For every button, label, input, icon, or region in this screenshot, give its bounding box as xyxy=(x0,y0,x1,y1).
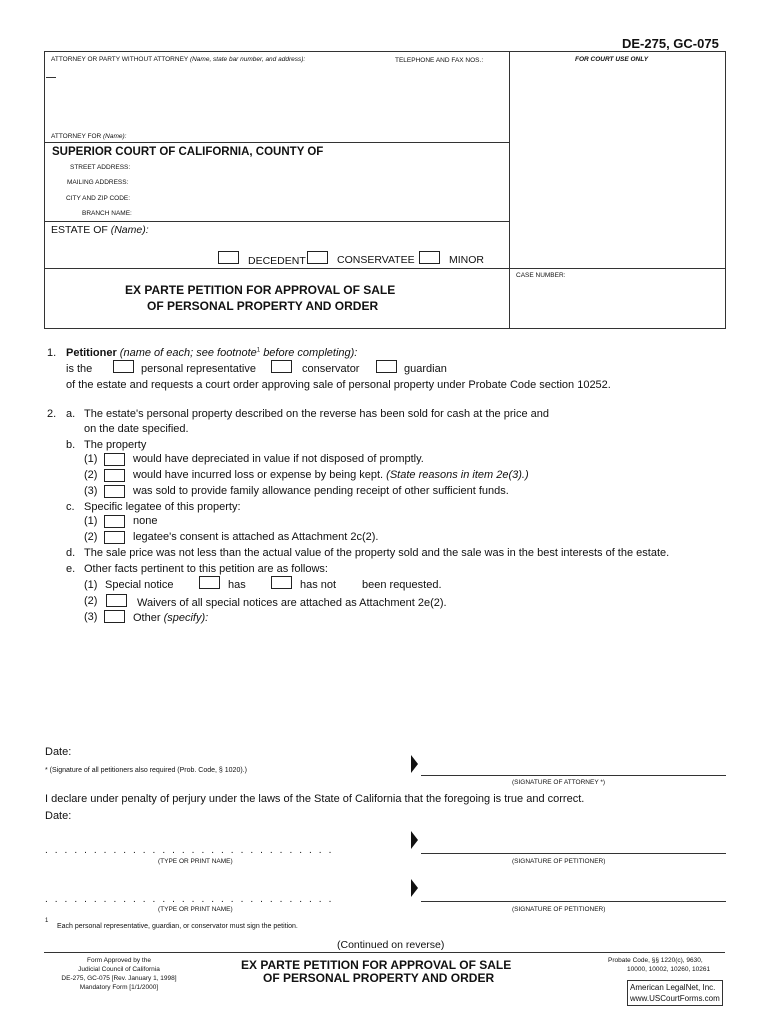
city-label: CITY AND ZIP CODE: xyxy=(66,195,131,202)
item2c1-checkbox[interactable] xyxy=(104,515,125,528)
guardian-checkbox[interactable] xyxy=(376,360,397,373)
item2b2-num: (2) xyxy=(84,469,98,481)
caption-divider xyxy=(509,51,510,328)
item2e1-text: Special notice xyxy=(105,579,174,591)
item2d-label: d. xyxy=(66,547,76,559)
item1-line3: of the estate and requests a court order approving sale of personal property under Probate Code section 10252. xyxy=(66,379,611,391)
minor-checkbox[interactable] xyxy=(419,251,440,264)
been-requested: been requested. xyxy=(362,579,442,591)
item2-number: 2. xyxy=(47,408,57,420)
item2b3-num: (3) xyxy=(84,485,98,497)
item2b1-text: would have depreciated in value if not disposed of promptly. xyxy=(133,453,424,465)
street-label: STREET ADDRESS: xyxy=(70,164,131,171)
item2c2-text: legatee's consent is attached as Attachment 2c(2). xyxy=(133,531,379,543)
declaration: I declare under penalty of perjury under the laws of the State of California that the foregoing is true and correct. xyxy=(45,793,585,805)
item2a-line2: on the date specified. xyxy=(84,423,189,435)
guardian-label: guardian xyxy=(404,363,447,375)
item2b1-checkbox[interactable] xyxy=(104,453,125,466)
arrow-icon xyxy=(411,879,418,897)
conservator-label: conservator xyxy=(302,363,360,375)
publisher-url[interactable]: www.USCourtForms.com xyxy=(630,994,720,1003)
publisher-name: American LegalNet, Inc. xyxy=(630,983,716,992)
item2d-text: The sale price was not less than the actual value of the property sold and the sale was in the best interests of the estate. xyxy=(84,547,670,559)
has-label: has xyxy=(228,579,246,591)
item2c2-checkbox[interactable] xyxy=(104,531,125,544)
title-line-2: OF PERSONAL PROPERTY AND ORDER xyxy=(147,299,379,313)
type-print-label: (TYPE OR PRINT NAME) xyxy=(158,858,233,865)
petitioner-signature-line-2[interactable] xyxy=(421,901,726,902)
minor-label: MINOR xyxy=(449,254,484,266)
item2c1-text: none xyxy=(133,515,158,527)
item2b-text: The property xyxy=(84,439,147,451)
petitioner-signature-line[interactable] xyxy=(421,853,726,854)
item2e-label: e. xyxy=(66,563,76,575)
name-dots-2[interactable]: .............................. xyxy=(45,894,339,905)
signature-note: * (Signature of all petitioners also required (Prob. Code, § 1020).) xyxy=(45,767,247,774)
item2a-line1: The estate's personal property described on the reverse has been sold for cash at the price and xyxy=(84,408,549,420)
item2c-label: c. xyxy=(66,501,75,513)
court-title: SUPERIOR COURT OF CALIFORNIA, COUNTY OF xyxy=(52,146,324,158)
item2b-label: b. xyxy=(66,439,76,451)
petitioner-signature-label-2: (SIGNATURE OF PETITIONER) xyxy=(512,906,606,913)
title-line-1: EX PARTE PETITION FOR APPROVAL OF SALE xyxy=(125,283,396,297)
estate-label: ESTATE OF (Name): xyxy=(51,224,149,236)
item2e2-checkbox[interactable] xyxy=(106,594,127,607)
court-use-label: FOR COURT USE ONLY xyxy=(575,56,649,63)
conservatee-checkbox[interactable] xyxy=(307,251,328,264)
footnote-number: 1 xyxy=(45,918,49,924)
approved-line-1: Form Approved by the xyxy=(87,957,151,964)
form-id: DE-275, GC-075 xyxy=(622,36,719,51)
conservatee-label: CONSERVATEE xyxy=(337,254,415,266)
item2e3-text: Other (specify): xyxy=(133,612,209,624)
has-not-checkbox[interactable] xyxy=(271,576,292,589)
attorney-for-label: ATTORNEY FOR (Name): xyxy=(51,133,127,140)
type-print-label-2: (TYPE OR PRINT NAME) xyxy=(158,906,233,913)
item2c2-num: (2) xyxy=(84,531,98,543)
item2e2-text: Waivers of all special notices are attached as Attachment 2e(2). xyxy=(137,597,447,609)
item2e2-num: (2) xyxy=(84,595,98,607)
decedent-label: DECEDENT xyxy=(248,255,306,267)
arrow-icon xyxy=(411,755,418,773)
conservator-checkbox[interactable] xyxy=(271,360,292,373)
approved-line-3: DE-275, GC-075 [Rev. January 1, 1998] xyxy=(61,975,177,982)
item2e1-num: (1) xyxy=(84,579,98,591)
mailing-label: MAILING ADDRESS: xyxy=(67,179,129,186)
has-not-label: has not xyxy=(300,579,337,591)
footer-divider xyxy=(44,952,725,953)
publisher-box xyxy=(627,980,723,1006)
item2e3-num: (3) xyxy=(84,611,98,623)
item2c-text: Specific legatee of this property: xyxy=(84,501,241,513)
footnote-text: Each personal representative, guardian, or conservator must sign the petition. xyxy=(57,923,298,930)
item1-petitioner: Petitioner (name of each; see footnote$^1$ before completing): xyxy=(66,347,358,359)
footer-title-2: OF PERSONAL PROPERTY AND ORDER xyxy=(263,971,495,985)
telephone-label: TELEPHONE AND FAX NOS.: xyxy=(395,57,484,64)
item2e-text: Other facts pertinent to this petition are as follows: xyxy=(84,563,328,575)
item1-is-the: is the xyxy=(66,363,93,375)
has-checkbox[interactable] xyxy=(199,576,220,589)
item1-number: 1. xyxy=(47,347,57,359)
footer-title-1: EX PARTE PETITION FOR APPROVAL OF SALE xyxy=(241,958,512,972)
date-label: Date: xyxy=(45,746,72,758)
court-divider xyxy=(44,142,509,143)
item2e3-checkbox[interactable] xyxy=(104,610,125,623)
item2b3-text: was sold to provide family allowance pending receipt of other sufficient funds. xyxy=(133,485,509,497)
case-number-label: CASE NUMBER: xyxy=(516,272,566,279)
probate-code-2: 10000, 10002, 10260, 10261 xyxy=(627,966,711,973)
attorney-mark xyxy=(46,77,56,78)
approved-line-4: Mandatory Form [1/1/2000] xyxy=(79,984,159,991)
attorney-label: ATTORNEY OR PARTY WITHOUT ATTORNEY (Name, state bar number, and address): xyxy=(51,56,306,63)
date-label-2: Date: xyxy=(45,810,72,822)
estate-divider xyxy=(44,221,509,222)
item2b2-text: would have incurred loss or expense by being kept. (State reasons in item 2e(3).) xyxy=(133,469,529,481)
rep-label: personal representative xyxy=(141,363,256,375)
rep-checkbox[interactable] xyxy=(113,360,134,373)
decedent-checkbox[interactable] xyxy=(218,251,239,264)
item2a-label: a. xyxy=(66,408,76,420)
item2b3-checkbox[interactable] xyxy=(104,485,125,498)
attorney-signature-line[interactable] xyxy=(421,775,726,776)
approved-line-2: Judicial Council of California xyxy=(78,966,160,973)
name-dots[interactable]: .............................. xyxy=(45,845,339,856)
probate-code-1: Probate Code, §§ 1220(c), 9630, xyxy=(608,957,703,964)
item2c1-num: (1) xyxy=(84,515,98,527)
petitioner-signature-label: (SIGNATURE OF PETITIONER) xyxy=(512,858,606,865)
item2b2-checkbox[interactable] xyxy=(104,469,125,482)
continued-label: (Continued on reverse) xyxy=(337,939,445,951)
branch-label: BRANCH NAME: xyxy=(82,210,132,217)
item2b1-num: (1) xyxy=(84,453,98,465)
arrow-icon xyxy=(411,831,418,849)
caption-hdivider xyxy=(44,268,725,269)
attorney-signature-label: (SIGNATURE OF ATTORNEY *) xyxy=(512,779,606,786)
